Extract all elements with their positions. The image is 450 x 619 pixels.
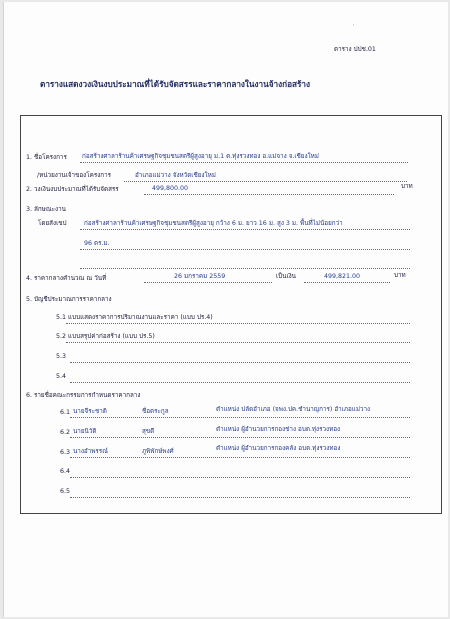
- committee-position: ตำแหน่ง ปลัดอำเภอ (จพง.ปค.ชำนาญการ) อำเภอแม่วาง: [216, 406, 371, 413]
- dotted-line: [70, 382, 410, 383]
- project-name-label: 1. ชื่อโครงการ: [26, 154, 67, 161]
- dotted-line: [80, 249, 410, 250]
- ref-price-money-label: เป็นเงิน: [276, 273, 296, 280]
- dotted-line: [124, 181, 407, 182]
- committee-row-num: 6.3: [60, 449, 71, 456]
- dotted-line: [80, 229, 410, 230]
- dotted-line: [80, 162, 408, 163]
- work-type-value-line1: ก่อสร้างศาลาร้านค้าเศรษฐกิจชุมชนสตรีผู้สูงอายุ กว้าง 6 ม. ยาว 16 ม. สูง 3 ม. พื้นที่ไม่น้อยกว่า: [84, 220, 343, 227]
- budget-label: 2. วงเงินงบประมาณที่ได้รับจัดสรร: [26, 186, 119, 193]
- ref-price-date: 26 มกราคม 2559: [174, 273, 226, 280]
- committee-last-name: ภูพิพักษ์พงศ์: [142, 448, 174, 455]
- committee-row-num: 6.5: [60, 488, 71, 495]
- ref-price-value: 499,821.00: [324, 273, 361, 280]
- work-type-sublabel: โดยสังเขป: [38, 220, 67, 227]
- committee-last-name: ชื่อตระกูล: [142, 408, 169, 415]
- committee-row-num: 6.4: [60, 468, 71, 475]
- dotted-line: [304, 282, 390, 283]
- committee-first-name: นางอำพรรณ์: [73, 448, 108, 455]
- dotted-line: [144, 282, 272, 283]
- committee-first-name: นายจีระชาติ: [73, 408, 107, 415]
- price-list-row: 5.4: [56, 373, 67, 380]
- budget-unit: บาท: [401, 183, 413, 190]
- price-list-label: 5. บัญชีประมาณการราคากลาง: [26, 296, 112, 303]
- price-list-row: 5.1 แบบแสดงราคาการปริมาณงานและราคา (แบบ ปร.4): [56, 314, 213, 321]
- dotted-line: [70, 457, 410, 458]
- work-type-label: 3. ลักษณะงาน: [26, 206, 66, 213]
- dotted-line: [70, 437, 410, 438]
- committee-label: 6. รายชื่อคณะกรรมการกำหนดราคากลาง: [26, 392, 141, 399]
- budget-value: 499,800.00: [152, 185, 189, 192]
- price-list-row: 5.3: [56, 353, 67, 360]
- dotted-line: [80, 268, 410, 269]
- committee-position: ตำแหน่ง ผู้อำนวยการกองคลัง อบต.ทุ่งรวงทอง: [216, 445, 341, 452]
- dotted-line: [70, 497, 410, 498]
- agency-label: /หน่วยงานเจ้าของโครงการ: [37, 172, 112, 179]
- agency-value: อำเภอแม่วาง จังหวัดเชียงใหม่: [135, 172, 216, 179]
- committee-row-num: 6.2: [60, 429, 71, 436]
- dotted-line: [144, 194, 394, 195]
- price-list-row: 5.2 แบบสรุปค่าก่อสร้าง (แบบ ปร.5): [56, 333, 155, 340]
- ref-price-unit: บาท: [394, 272, 406, 279]
- form-code: ตาราง ปปช.01: [334, 46, 376, 53]
- committee-last-name: สุขดี: [142, 428, 155, 435]
- ref-price-date-label: 4. ราคากลางคำนวณ ณ วันที่: [26, 275, 107, 282]
- document-title: ตารางแสดงวงเงินงบประมาณที่ได้รับจัดสรรและราคากลางในงานจ้างก่อสร้าง: [40, 79, 310, 89]
- committee-row-num: 6.1: [60, 409, 71, 416]
- project-name-value: ก่อสร้างศาลาร้านค้าเศรษฐกิจชุมชนสตรีผู้สูงอายุ ม.1 ต.ทุ่งรวงทอง อ.แม่จาง จ.เชียงใหม่: [82, 153, 319, 160]
- dotted-line: [66, 342, 410, 343]
- dotted-line: [70, 417, 410, 418]
- dotted-line: [66, 323, 410, 324]
- stray-mark: ': [353, 24, 355, 30]
- work-type-value-line2: 96 ตร.ม.: [84, 240, 110, 247]
- committee-position: ตำแหน่ง ผู้อำนวยการกองช่าง อบต.ทุ่งรวงทอง: [216, 426, 341, 433]
- document-page: [3, 2, 448, 617]
- dotted-line: [70, 477, 410, 478]
- dotted-line: [70, 362, 410, 363]
- committee-first-name: นายนิวัติ: [73, 428, 97, 435]
